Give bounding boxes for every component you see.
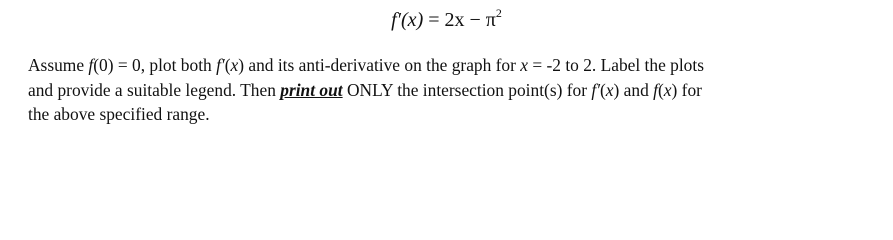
emphasis-print-out: print out: [280, 79, 343, 100]
math-x: x: [663, 79, 672, 100]
text-run: Assume: [28, 55, 89, 75]
math-f-prime: f′: [216, 55, 225, 75]
statement-line-3: [28, 102, 873, 127]
statement-line-1: [28, 53, 873, 78]
text-run: and provide a suitable legend. Then: [28, 79, 281, 100]
text-run: the above specified range.: [28, 104, 210, 124]
math-f: f: [653, 79, 658, 100]
equation-exponent: 2: [495, 6, 502, 20]
text-run: (: [600, 79, 606, 100]
math-x: x: [520, 55, 529, 75]
equation-rhs: = 2x − π: [423, 9, 496, 31]
text-run: = -2 to 2. Label the plots: [528, 55, 704, 75]
problem-statement: [28, 53, 873, 127]
equation-lhs: f′(x): [391, 9, 424, 31]
statement-line-2: [28, 78, 873, 103]
text-run: (0) = 0, plot both: [93, 55, 217, 75]
math-f: f: [88, 55, 94, 75]
text-run: (: [657, 79, 664, 100]
text-run: ) and its anti-derivative on the graph for: [238, 55, 521, 75]
text-run: ONLY the intersection point(s) for: [342, 79, 592, 100]
text-run: (: [224, 55, 231, 75]
math-x: x: [605, 79, 614, 100]
math-x: x: [230, 55, 239, 75]
text-run: ) for: [671, 79, 702, 100]
equation: [0, 6, 893, 34]
math-f-prime: f′: [591, 79, 600, 100]
text-run: ) and: [613, 79, 654, 100]
